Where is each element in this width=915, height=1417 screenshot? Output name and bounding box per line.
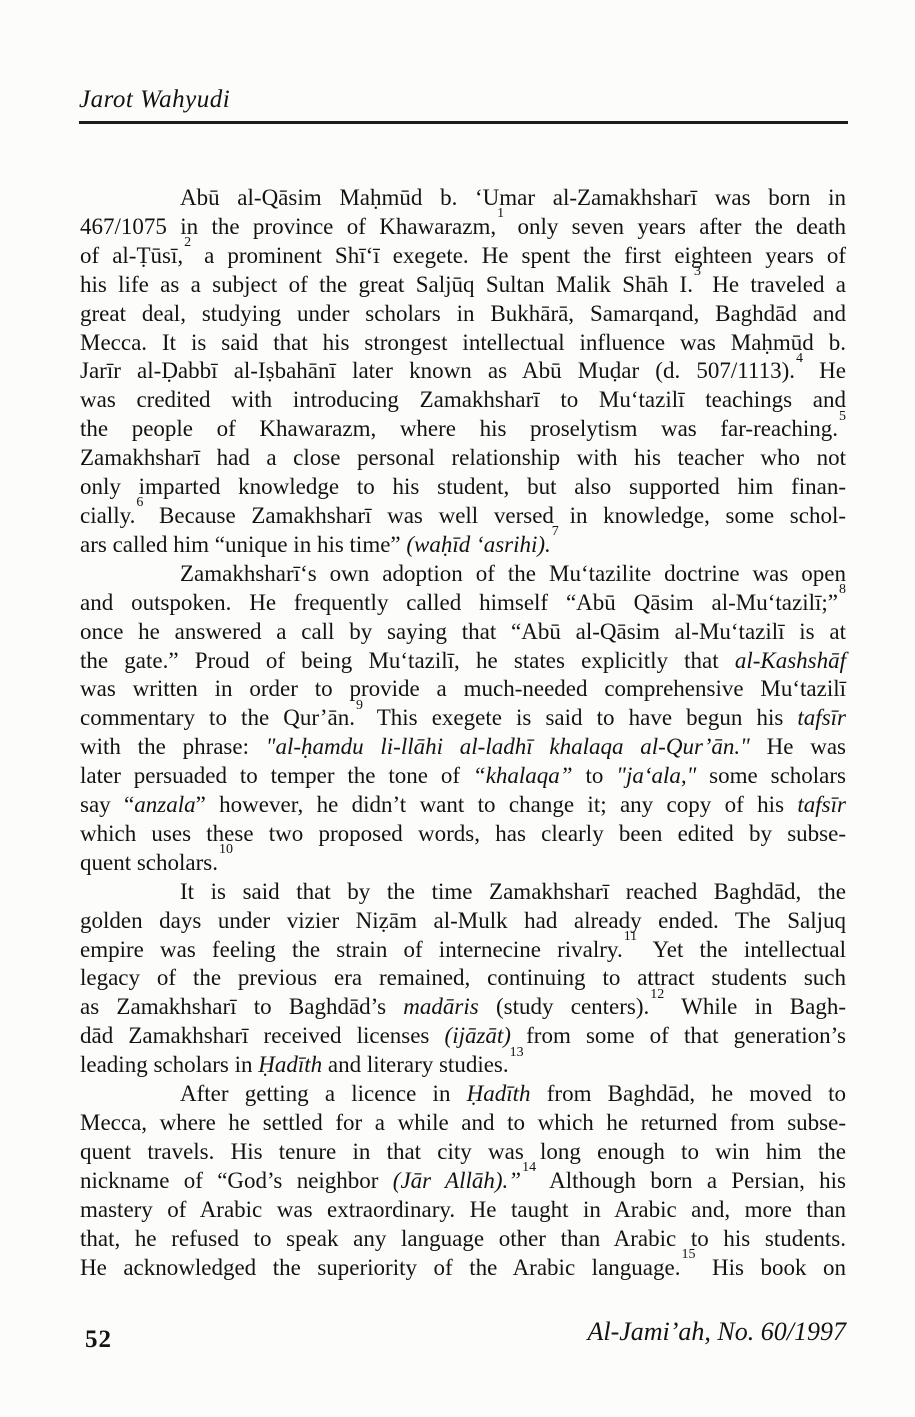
text-line: ars called him “unique in his time” (waḥīd ‘asrihi).$^7$ — [80, 524, 559, 557]
text-line: the gate.” Proud of being Mu‘tazilī, he states explicitly that al-Kashshāf — [80, 647, 846, 673]
italic-term: Ḥadīth — [258, 1052, 323, 1078]
journal-reference: Al-Jami’ah, No. 60/1997 — [587, 1317, 846, 1346]
text-line: quent travels. His tenure in that city was long enough to win him the — [80, 1138, 846, 1164]
italic-term: (ijāzāt) — [444, 1023, 511, 1049]
page-number: 52 — [85, 1326, 112, 1353]
text-line: quent scholars.$^{10}$ — [80, 842, 233, 875]
text-line: Mecca, where he settled for a while and to which he returned from subse- — [80, 1110, 846, 1135]
footnote-ref: 15 — [681, 1246, 696, 1262]
text-line: commentary to the Qur’ān.$^9$ This exegete is said to have begun his tafsīr — [80, 697, 846, 731]
text-line: say “anzala” however, he didn’t want to change it; any copy of his tafsīr — [80, 792, 846, 818]
paragraph — [80, 560, 846, 878]
running-head-author: Jarot Wahyudi — [79, 86, 231, 113]
paragraph — [80, 878, 846, 1080]
text-line: great deal, studying under scholars in Bukhārā, Samarqand, Baghdād and — [80, 300, 846, 326]
paragraph — [80, 1080, 846, 1282]
footnote-ref: 1 — [497, 206, 505, 222]
footnote-ref: 11 — [623, 928, 638, 944]
text-line: empire was feeling the strain of internecine rivalry.$^{11}$ Yet the intellectual — [80, 928, 846, 962]
text-line: After getting a licence in Ḥadīth from Baghdād, he moved to — [180, 1081, 846, 1107]
text-line: cially.$^6$ Because Zamakhsharī was well versed in knowledge, some schol- — [80, 495, 846, 528]
footnote-ref: 13 — [509, 1044, 524, 1060]
page-body — [80, 184, 846, 1282]
text-line: Mecca. It is said that his strongest intellectual influence was Maḥmūd b. — [80, 329, 846, 355]
text-line: his life as a subject of the great Saljūq Sultan Malik Shāh I.$^3$ He traveled a — [80, 264, 846, 297]
text-line: It is said that by the time Zamakhsharī reached Baghdād, the — [180, 878, 846, 904]
text-line: which uses these two proposed words, has clearly been edited by subse- — [80, 820, 846, 846]
header-rule — [79, 121, 848, 124]
footnote-ref: 12 — [650, 986, 665, 1002]
page-header — [79, 86, 848, 124]
text-line: as Zamakhsharī to Baghdād’s madāris (study centers).$^{12}$ While in Bagh- — [80, 986, 846, 1020]
text-line: that, he refused to speak any language other than Arabic to his students. — [80, 1225, 846, 1251]
italic-term: al-Kashshāf — [734, 647, 846, 673]
text-line: of al-Ṭūsī,$^2$ a prominent Shī‘ī exegete. He spent the first eighteen years of — [80, 235, 846, 268]
text-line: with the phrase: "al-ḥamdu li-llāhi al-ladhī khalaqa al-Qur’ān." He was — [80, 734, 846, 760]
italic-term: anzala — [134, 792, 196, 818]
text-line: the people of Khawarazm, where his proselytism was far-reaching.$^5$ — [80, 408, 846, 442]
footnote-ref: 9 — [356, 697, 364, 713]
italic-term: tafsīr — [797, 792, 846, 818]
text-line: later persuaded to temper the tone of “khalaqa” to "ja‘ala," some scholars — [80, 763, 846, 789]
footnote-ref: 2 — [184, 235, 192, 251]
italic-term: "ja‘ala," — [616, 763, 697, 789]
footnote-ref: 8 — [839, 582, 846, 598]
text-line: once he answered a call by saying that “Abū al-Qāsim al-Mu‘tazilī is at — [80, 618, 846, 644]
footnote-ref: 6 — [136, 495, 144, 511]
text-line: legacy of the previous era remained, continuing to attract students such — [80, 965, 846, 991]
text-line: mastery of Arabic was extraordinary. He taught in Arabic and, more than — [80, 1196, 846, 1222]
text-line: Zamakhsharī‘s own adoption of the Mu‘tazilite doctrine was open — [180, 560, 846, 586]
footnote-ref: 4 — [795, 350, 803, 366]
italic-term: Ḥadīth — [466, 1081, 531, 1107]
footnote-ref: 10 — [218, 842, 233, 858]
text-line: Jarīr al-Ḍabbī al-Iṣbahānī later known as Abū Muḍar (d. 507/1113).$^4$ He — [80, 350, 846, 384]
text-line: Zamakhsharī had a close personal relationship with his teacher who not — [80, 445, 846, 471]
italic-term: madāris — [403, 994, 479, 1020]
text-line: He acknowledged the superiority of the Arabic language.$^{15}$ His book on — [80, 1246, 846, 1280]
text-line: nickname of “God’s neighbor (Jār Allāh).”$^{14}$ Although born a Persian, his — [80, 1160, 846, 1193]
text-line: Abū al-Qāsim Maḥmūd b. ‘Umar al-Zamakhsharī was born in — [180, 185, 846, 210]
footnote-ref: 3 — [693, 264, 701, 280]
paragraph — [80, 184, 846, 560]
text-line: dād Zamakhsharī received licenses (ijāzāt) from some of that generation’s — [80, 1023, 846, 1049]
text-line: golden days under vizier Niẓām al-Mulk had already ended. The Saljuq — [80, 907, 846, 933]
text-line: only imparted knowledge to his student, but also supported him finan- — [80, 474, 846, 500]
text-line: 467/1075 in the province of Khawarazm,$^1$ only seven years after the death — [80, 206, 846, 239]
footnote-ref: 7 — [551, 524, 559, 540]
italic-term: tafsīr — [797, 705, 846, 731]
text-line: was written in order to provide a much-needed comprehensive Mu‘tazilī — [80, 676, 846, 702]
italic-term: (Jār Allāh).” — [392, 1167, 522, 1193]
italic-term: (waḥīd ‘asrihi). — [406, 531, 551, 557]
italic-term: "al-ḥamdu li-llāhi al-ladhī khalaqa al-Qur’ān." — [265, 734, 750, 760]
footnote-ref: 5 — [839, 408, 846, 424]
italic-term: “khalaqa” — [472, 763, 573, 789]
footnote-ref: 14 — [522, 1160, 537, 1176]
text-line: leading scholars in Ḥadīth and literary studies.$^{13}$ — [80, 1044, 524, 1078]
text-line: was credited with introducing Zamakhsharī to Mu‘tazilī teachings and — [80, 387, 846, 413]
text-line: and outspoken. He frequently called himself “Abū Qāsim al-Mu‘tazilī;”$^8$ — [80, 582, 846, 615]
